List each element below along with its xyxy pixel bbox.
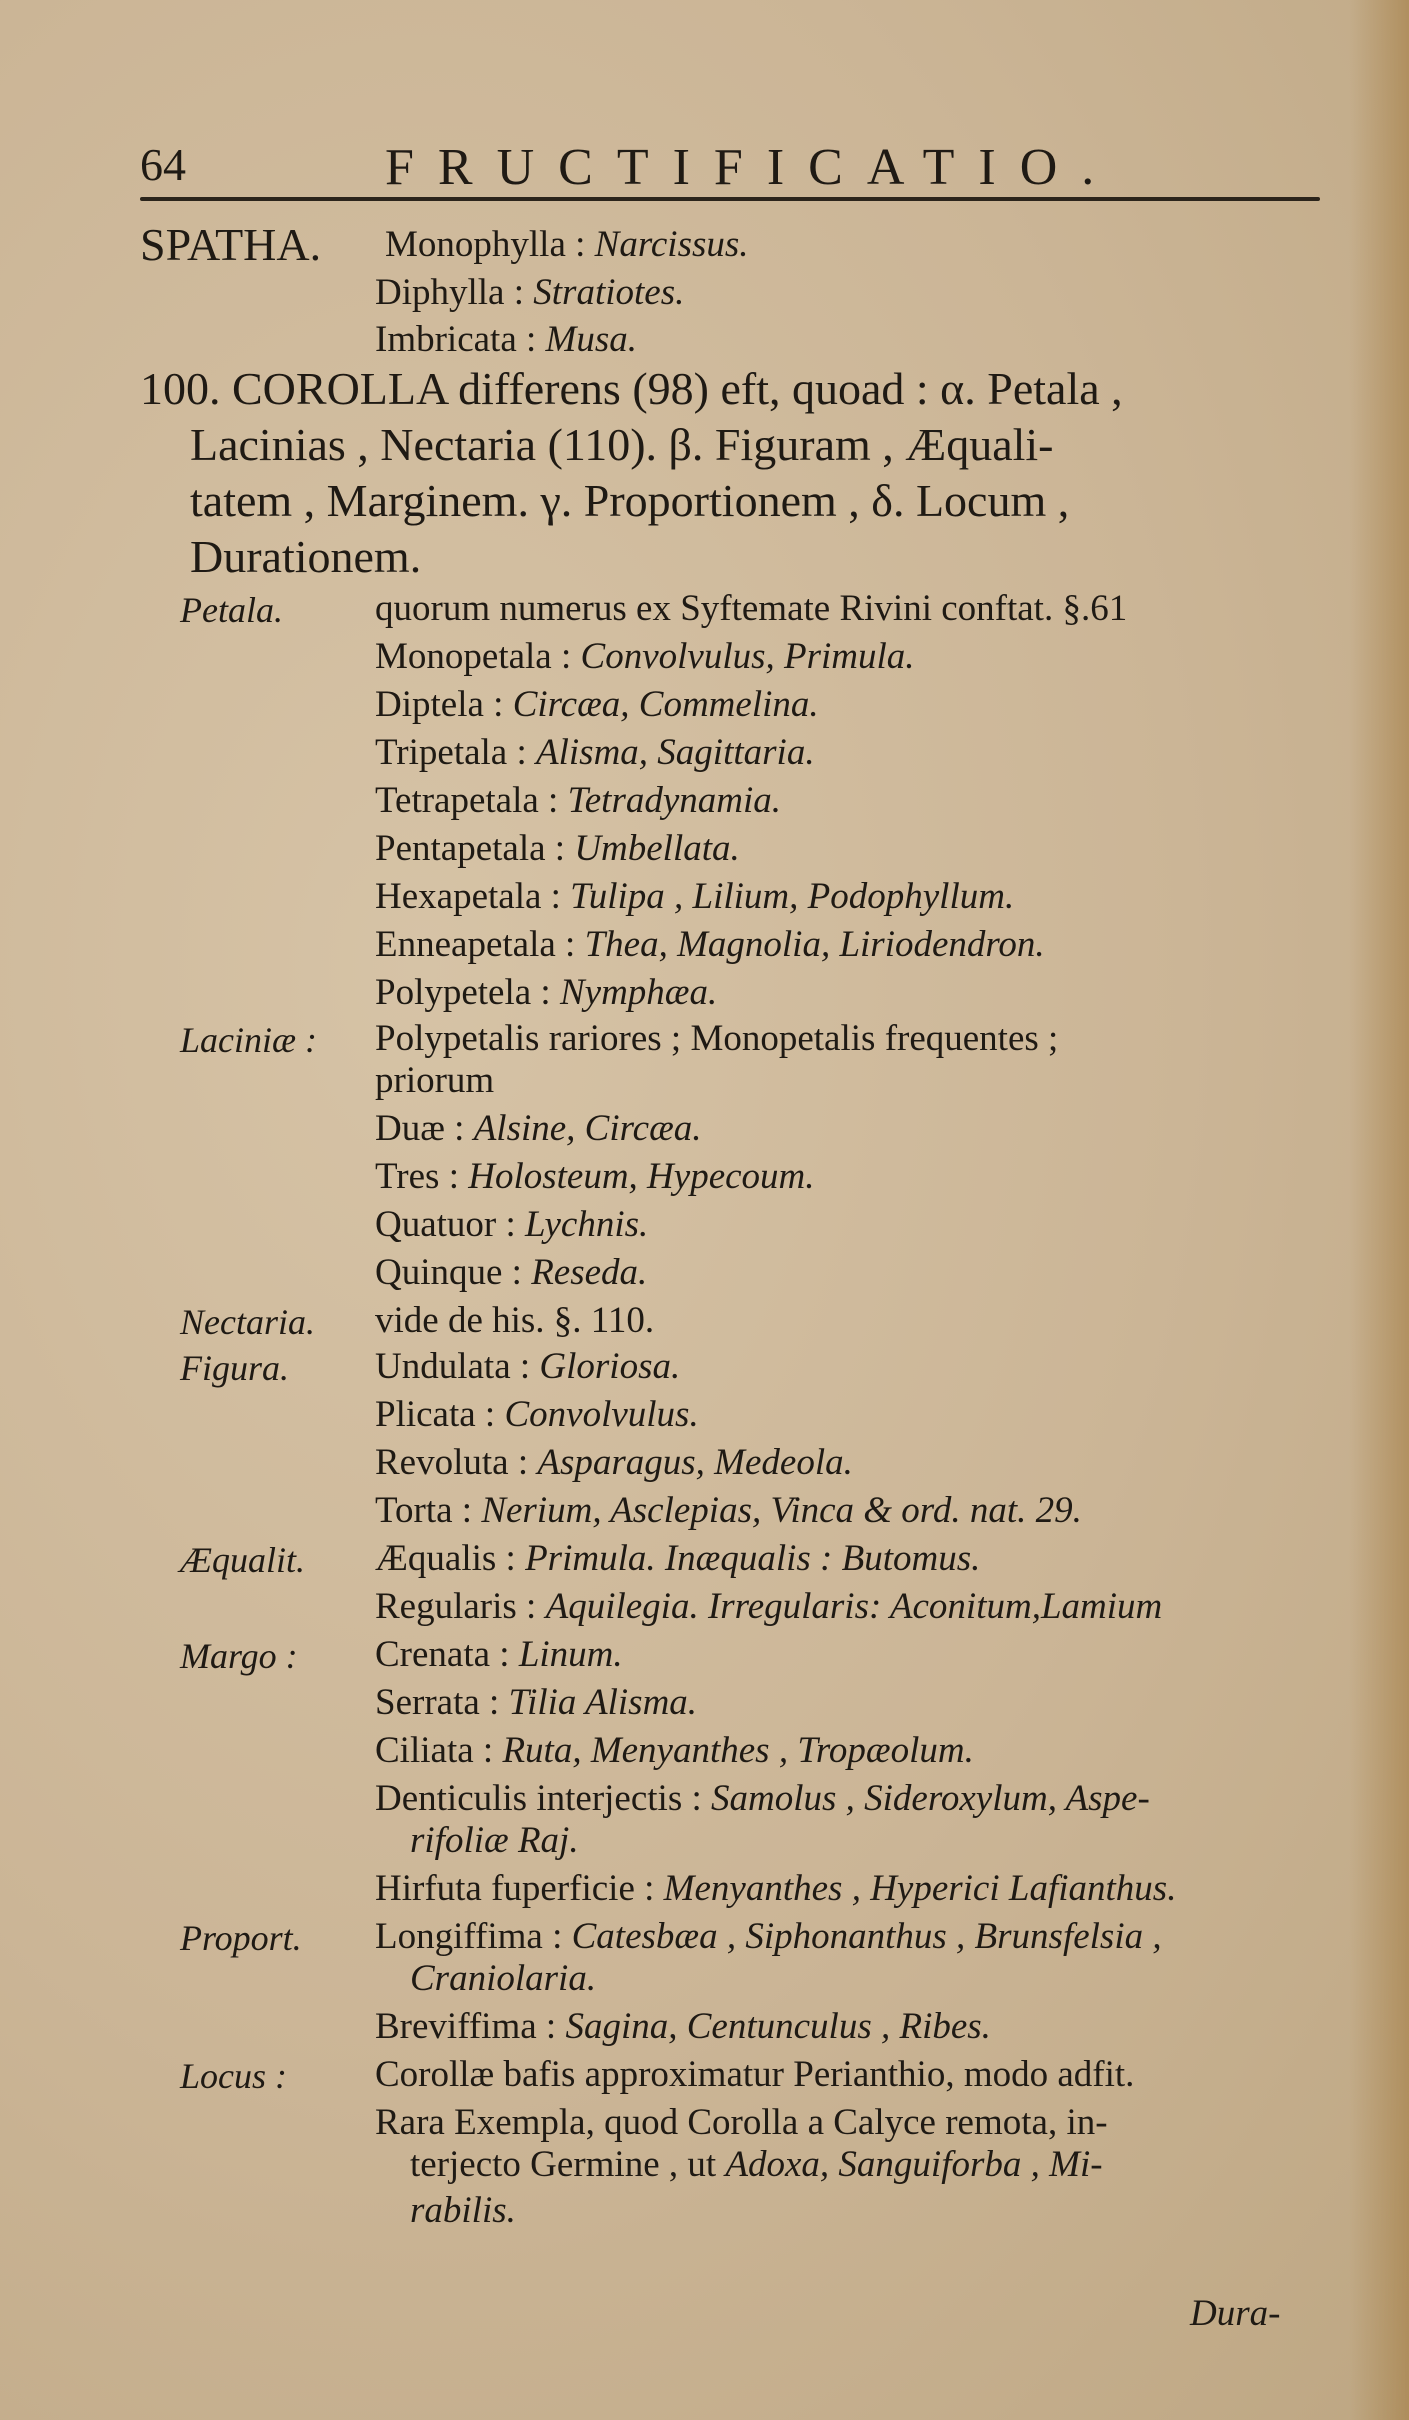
entry-line	[375, 1636, 623, 1673]
entry-term: Enneapetala :	[375, 924, 576, 965]
entry-term: quorum numerus ex Syftemate Rivini conftat. §.61	[375, 588, 1128, 629]
spatha-example: Musa.	[545, 319, 638, 360]
entry-example: Linum.	[518, 1634, 623, 1675]
catchword: Dura-	[1190, 2293, 1281, 2334]
entry-line	[375, 926, 1045, 963]
entry-term: Pentapetala :	[375, 828, 566, 869]
side-label: Laciniæ :	[180, 1020, 318, 1060]
entry-term: Ciliata :	[375, 1730, 494, 1771]
entry-example: Ruta, Menyanthes , Tropæolum.	[502, 1730, 974, 1771]
entry-example: rifoliæ Raj.	[410, 1820, 579, 1861]
running-head: FRUCTIFICATIO.	[385, 139, 1119, 196]
section-100-line-3: tatem , Marginem. γ. Proportionem , δ. Locum ,	[190, 475, 1070, 526]
spatha-example: Stratiotes.	[533, 272, 685, 313]
entry-term: Diptela :	[375, 684, 504, 725]
entry-example: Thea, Magnolia, Liriodendron.	[584, 924, 1045, 965]
spatha-example: Narcissus.	[594, 224, 749, 265]
entry-term: Corollæ bafis approximatur Perianthio, modo adfit.	[375, 2054, 1135, 2095]
entry-term: Breviffima :	[375, 2006, 557, 2047]
entry-line	[375, 1684, 697, 1721]
entry-line	[375, 830, 740, 867]
entry-term: Revoluta :	[375, 1442, 529, 1483]
entry-line	[375, 782, 781, 819]
side-label: Locus :	[180, 2056, 287, 2096]
entry-term: Tetrapetala :	[375, 780, 559, 821]
entry-term: Monopetala :	[375, 636, 572, 677]
entry-line	[375, 1780, 1150, 1817]
entry-example: Alisma, Sagittaria.	[536, 732, 815, 773]
entry-term: Hexapetala :	[375, 876, 561, 917]
section-100-line-4: Durationem.	[190, 531, 422, 582]
side-label: Proport.	[180, 1918, 302, 1958]
spatha-term: Monophylla :	[385, 224, 586, 265]
entry-example: Nymphæa.	[559, 972, 718, 1013]
entry-example: Reseda.	[531, 1252, 648, 1293]
entry-term: Hirfuta fuperficie :	[375, 1868, 655, 1909]
entry-example: Tilia Alisma.	[508, 1682, 698, 1723]
entry-term: Quinque :	[375, 1252, 522, 1293]
entry-line	[375, 1158, 815, 1195]
entry-example: Gloriosa.	[539, 1346, 681, 1387]
entry-line	[375, 1396, 699, 1433]
entry-term: vide de his. §. 110.	[375, 1300, 655, 1341]
entry-line	[375, 734, 815, 771]
entry-example: Lychnis.	[525, 1204, 649, 1245]
entry-example: Sagina, Centunculus , Ribes.	[565, 2006, 991, 2047]
entry-term: Longiffima :	[375, 1916, 563, 1957]
side-label: Æqualit.	[180, 1540, 306, 1580]
entry-line	[375, 1870, 1176, 1907]
entry-term: Æqualis :	[375, 1538, 516, 1579]
side-label: Figura.	[180, 1348, 290, 1388]
entry-line	[375, 590, 1127, 627]
page-edge	[1349, 0, 1409, 2420]
entry-line	[375, 2056, 1134, 2093]
entry-example: Catesbæa , Siphonanthus , Brunsfelsia ,	[571, 1916, 1162, 1957]
entry-line	[375, 1254, 647, 1291]
entry-example: Holosteum, Hypecoum.	[468, 1156, 815, 1197]
header-rule	[140, 197, 1320, 201]
spatha-label: SPATHA.	[140, 219, 322, 270]
entry-line	[375, 2008, 991, 2045]
entry-line	[375, 1302, 654, 1339]
entry-line	[375, 1110, 702, 1147]
entry-example: Tetradynamia.	[567, 780, 782, 821]
page-number: 64	[140, 139, 186, 190]
section-100-line-2: Lacinias , Nectaria (110). β. Figuram , Æquali-	[190, 419, 1054, 470]
entry-term: Rara Exempla, quod Corolla a Calyce remota, in-	[375, 2102, 1108, 2143]
entry-term: Plicata :	[375, 1394, 496, 1435]
entry-line	[375, 1348, 680, 1385]
entry-line	[410, 1960, 596, 1997]
entry-term: terjecto Germine , ut	[410, 2144, 717, 2185]
entry-example: Aquilegia. Irregularis: Aconitum,Lamium	[545, 1586, 1163, 1627]
entry-example: Circæa, Commelina.	[512, 684, 819, 725]
entry-line	[375, 2104, 1108, 2141]
side-label: Petala.	[180, 590, 283, 630]
entry-example: Asparagus, Medeola.	[537, 1442, 853, 1483]
entry-line	[375, 1492, 1082, 1529]
entry-line	[375, 878, 1014, 915]
entry-line	[375, 1206, 648, 1243]
entry-line	[375, 686, 819, 723]
entry-term: Duæ :	[375, 1108, 465, 1149]
entry-example: Alsine, Circæa.	[473, 1108, 702, 1149]
entry-example: rabilis.	[410, 2190, 516, 2231]
entry-term: Polypetalis rariores ; Monopetalis frequentes ;	[375, 1018, 1059, 1059]
entry-example: Nerium, Asclepias, Vinca & ord. nat. 29.	[481, 1490, 1082, 1531]
entry-term: priorum	[375, 1060, 495, 1101]
entry-example: Umbellata.	[574, 828, 740, 869]
entry-line	[375, 1918, 1162, 1955]
spatha-term: Imbricata :	[375, 319, 537, 360]
entry-example: Menyanthes , Hyperici Lafianthus.	[663, 1868, 1177, 1909]
entry-term: Serrata :	[375, 1682, 500, 1723]
entry-term: Quatuor :	[375, 1204, 516, 1245]
entry-term: Tripetala :	[375, 732, 527, 773]
entry-term: Torta :	[375, 1490, 473, 1531]
entry-line	[375, 1444, 853, 1481]
entry-term: Regularis :	[375, 1586, 537, 1627]
entry-term: Denticulis interjectis :	[375, 1778, 702, 1819]
entry-example: Primula. Inæqualis : Butomus.	[525, 1538, 981, 1579]
entry-line	[375, 974, 717, 1011]
entry-line	[375, 638, 915, 675]
entry-line	[375, 1540, 980, 1577]
entry-term: Crenata :	[375, 1634, 510, 1675]
spatha-line-1	[385, 226, 749, 263]
entry-term: Tres :	[375, 1156, 459, 1197]
entry-example: Convolvulus.	[504, 1394, 699, 1435]
entry-term: Polypetela :	[375, 972, 551, 1013]
entry-term: Undulata :	[375, 1346, 531, 1387]
entry-example: Convolvulus, Primula.	[580, 636, 915, 677]
entry-example: Craniolaria.	[410, 1958, 597, 1999]
entry-line	[410, 2192, 516, 2229]
side-label: Nectaria.	[180, 1302, 315, 1342]
entry-line	[375, 1732, 974, 1769]
entry-line	[375, 1588, 1162, 1625]
section-100-line-1: 100. COROLLA differens (98) eft, quoad : α. Petala ,	[140, 363, 1123, 414]
entry-example: Samolus , Sideroxylum, Aspe-	[711, 1778, 1150, 1819]
entry-example: Tulipa , Lilium, Podophyllum.	[570, 876, 1015, 917]
spatha-term: Diphylla :	[375, 272, 525, 313]
entry-example: Adoxa, Sanguiforba , Mi-	[725, 2144, 1103, 2185]
entry-line	[375, 1020, 1058, 1057]
spatha-line-2	[375, 274, 684, 311]
entry-line	[410, 2146, 1103, 2183]
side-label: Margo :	[180, 1636, 298, 1676]
spatha-line-3	[375, 321, 637, 358]
entry-line	[410, 1822, 579, 1859]
entry-line	[375, 1062, 494, 1099]
